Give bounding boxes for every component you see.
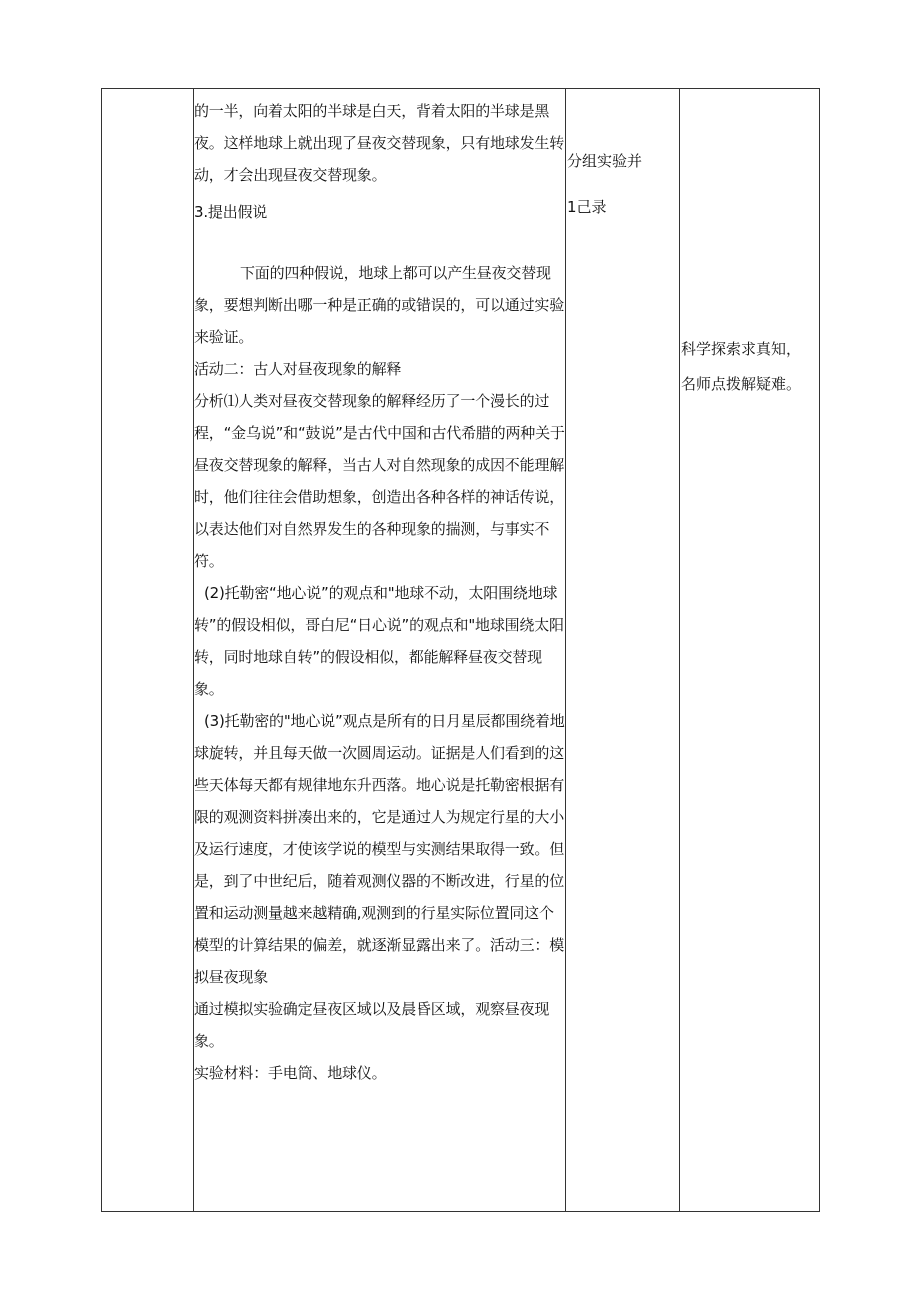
student-activity-line: 分组实验并 bbox=[567, 152, 643, 170]
paragraph-intro: 的一半，向着太阳的半球是白天，背着太阳的半球是黑夜。这样地球上就出现了昼夜交替现象，只有地球发生转动，才会出现昼夜交替现象。 bbox=[194, 102, 565, 184]
design-intent-line: 名师点拨解疑难。 bbox=[681, 375, 802, 393]
heading-hypothesis: 3.提出假说 bbox=[194, 203, 268, 221]
student-activity-line: 1己录 bbox=[567, 198, 607, 216]
paragraph-materials: 实验材料：手电筒、地球仪。 bbox=[194, 1064, 387, 1082]
design-intent-cell bbox=[681, 339, 821, 409]
heading-activity-two: 活动二：古人对昼夜现象的解释 bbox=[194, 360, 402, 378]
paragraph-simulation: 通过模拟实验确定昼夜区域以及晨昏区域，观察昼夜现象。 bbox=[194, 1000, 550, 1050]
lesson-table bbox=[101, 88, 820, 1212]
design-intent-line: 科学探索求真知， bbox=[681, 340, 802, 358]
paragraph-analysis-2: (2)托勒密“地心说”的观点和"地球不动，太阳围绕地球转”的假设相似，哥白尼“日心说”的观点和"地球围绕太阳转，同时地球自转”的假设相似，都能解释昼夜交替现象。 bbox=[194, 584, 564, 698]
column-divider bbox=[679, 89, 680, 1211]
student-activity-cell bbox=[567, 151, 679, 243]
paragraph-analysis-3: (3)托勒密的"地心说”观点是所有的日月星辰都围绕着地球旋转，并且每天做一次圆周运动。证据是人们看到的这些天体每天都有规律地东升西落。地心说是托勒密根据有限的观测资料拼凑出来的，它是通过人为规定行星的大小及运行速度，才使该学说的模型与实测结果取得一致。但是，到了中世纪后，随着观测仪器的不断改进，行星的位置和运动测量越来越精确,观测到的行星实际位置同这个模型的计算结果的偏差，就逐渐显露出来了。活动三：模拟昼夜现象 bbox=[194, 712, 565, 986]
teaching-content-cell bbox=[194, 89, 566, 1089]
paragraph-hypothesis: 下面的四种假说，地球上都可以产生昼夜交替现象，要想判断出哪一种是正确的或错误的，可以通过实验来验证。 bbox=[194, 264, 565, 346]
paragraph-analysis-1: 分析⑴人类对昼夜交替现象的解释经历了一个漫长的过程，“金乌说”和“鼓说”是古代中国和古代希腊的两种关于昼夜交替现象的解释，当古人对自然现象的成因不能理解时，他们往往会借助想象，创造出各种各样的神话传说，以表达他们对自然界发生的各种现象的揣测，与事实不符。 bbox=[194, 392, 565, 570]
